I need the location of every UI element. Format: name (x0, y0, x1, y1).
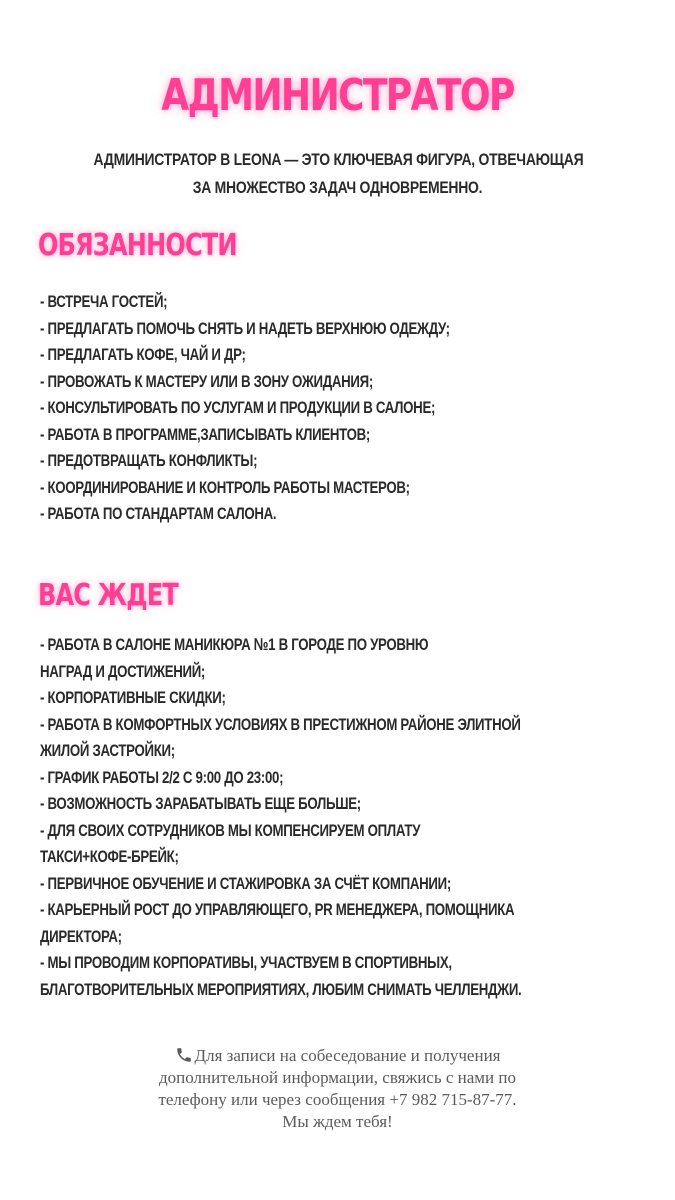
duty-item: - КООРДИНИРОВАНИЕ И КОНТРОЛЬ РАБОТЫ МАСТЕРОВ; (40, 477, 410, 497)
offer-line: ЖИЛОЙ ЗАСТРОЙКИ; (40, 741, 175, 760)
duty-item: - ПРЕДЛАГАТЬ ПОМОЧЬ СНЯТЬ И НАДЕТЬ ВЕРХНЮЮ ОДЕЖДУ; (40, 318, 450, 338)
contact-note (60, 1045, 615, 1133)
duty-item: - РАБОТА В ПРОГРАММЕ,ЗАПИСЫВАТЬ КЛИЕНТОВ; (40, 424, 371, 444)
duties-heading: ОБЯЗАННОСТИ (38, 228, 237, 263)
contact-phone-line: телефону или через сообщения +7 982 715-87-77. (158, 1090, 517, 1109)
intro-line: АДМИНИСТРАТОР В LEONA — ЭТО КЛЮЧЕВАЯ ФИГУРА, ОТВЕЧАЮЩАЯ (93, 150, 584, 169)
offer-line: - МЫ ПРОВОДИМ КОРПОРАТИВЫ, УЧАСТВУЕМ В СПОРТИВНЫХ, (40, 953, 452, 972)
offer-line: БЛАГОТВОРИТЕЛЬНЫХ МЕРОПРИЯТИЯХ, ЛЮБИМ СНИМАТЬ ЧЕЛЛЕНДЖИ. (40, 979, 522, 999)
duties-list (40, 289, 602, 528)
intro-text (40, 146, 635, 202)
duty-item: - ПРОВОЖАТЬ К МАСТЕРУ ИЛИ В ЗОНУ ОЖИДАНИЯ; (40, 371, 373, 391)
offer-line: - РАБОТА В КОМФОРТНЫХ УСЛОВИЯХ В ПРЕСТИЖНОМ РАЙОНЕ ЭЛИТНОЙ (40, 714, 521, 734)
offer-line: - ПЕРВИЧНОЕ ОБУЧЕНИЕ И СТАЖИРОВКА ЗА СЧЁТ КОМПАНИИ; (40, 873, 451, 893)
duty-item: - КОНСУЛЬТИРОВАТЬ ПО УСЛУГАМ И ПРОДУКЦИИ В САЛОНЕ; (40, 398, 436, 417)
phone-icon (175, 1046, 193, 1064)
offer-line: - КАРЬЕРНЫЙ РОСТ ДО УПРАВЛЯЮЩЕГО, PR МЕНЕДЖЕРА, ПОМОЩНИКА (40, 900, 515, 919)
duty-item: - ВСТРЕЧА ГОСТЕЙ; (40, 292, 168, 311)
offer-line: ТАКСИ+КОФЕ-БРЕЙК; (40, 847, 179, 866)
closing-text: Мы ждем тебя! (282, 1112, 393, 1131)
offer-line: - ГРАФИК РАБОТЫ 2/2 С 9:00 ДО 23:00; (40, 767, 284, 787)
duty-item: - РАБОТА ПО СТАНДАРТАМ САЛОНА. (40, 504, 277, 523)
intro-line: ЗА МНОЖЕСТВО ЗАДАЧ ОДНОВРЕМЕННО. (192, 178, 483, 197)
offer-line: НАГРАД И ДОСТИЖЕНИЙ; (40, 661, 206, 681)
offer-line: - ДЛЯ СВОИХ СОТРУДНИКОВ МЫ КОМПЕНСИРУЕМ ОПЛАТУ (40, 820, 421, 840)
offer-line: - РАБОТА В САЛОНЕ МАНИКЮРА №1 В ГОРОДЕ ПО УРОВНЮ (40, 635, 429, 654)
contact-line-first (60, 1045, 615, 1067)
offers-heading: ВАС ЖДЕТ (38, 578, 178, 613)
offer-line: ДИРЕКТОРА; (40, 926, 122, 946)
contact-text: Для записи на собеседование и получения (194, 1046, 501, 1065)
duty-item: - ПРЕДЛАГАТЬ КОФЕ, ЧАЙ И ДР; (40, 345, 246, 364)
duty-item: - ПРЕДОТВРАЩАТЬ КОНФЛИКТЫ; (40, 451, 258, 470)
offers-list (40, 632, 602, 1003)
offer-line: - КОРПОРАТИВНЫЕ СКИДКИ; (40, 688, 226, 707)
page-title: АДМИНИСТРАТОР (161, 70, 514, 121)
offer-line: - ВОЗМОЖНОСТЬ ЗАРАБАТЫВАТЬ ЕЩЕ БОЛЬШЕ; (40, 794, 361, 813)
contact-text: дополнительной информации, свяжись с нами по (159, 1068, 516, 1087)
